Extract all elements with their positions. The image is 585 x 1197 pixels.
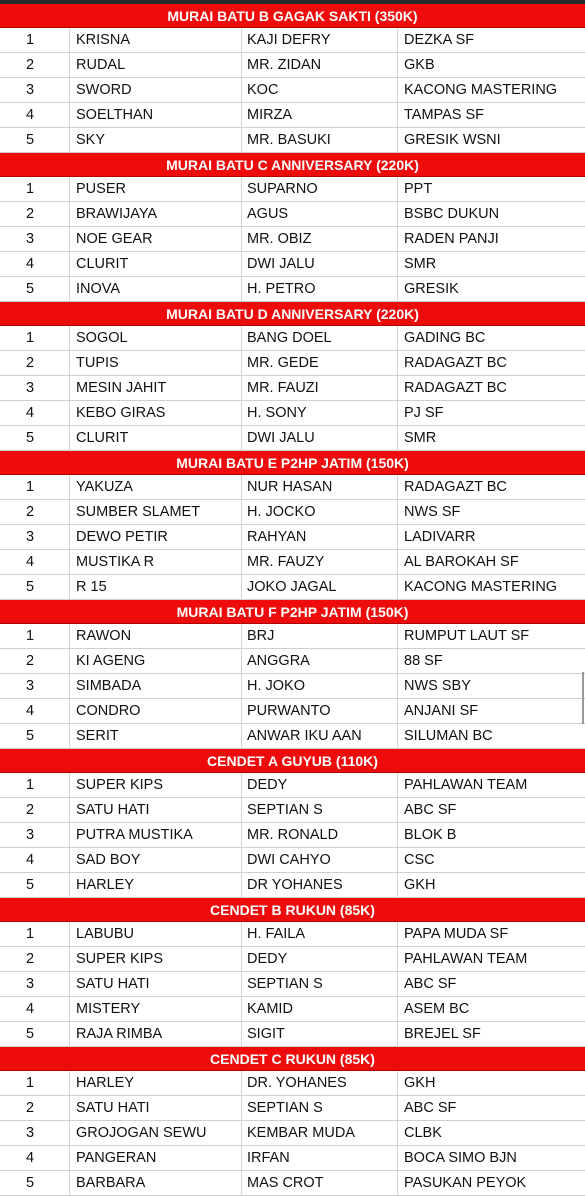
rank-cell[interactable]: 1 <box>0 922 70 946</box>
team-cell[interactable]: GKB <box>404 57 435 73</box>
bird-name-cell[interactable]: MUSTIKA R <box>70 550 242 574</box>
owner-cell[interactable]: SIGIT <box>242 1022 398 1046</box>
owner-cell[interactable]: MR. GEDE <box>242 351 398 375</box>
table-row <box>0 1022 585 1047</box>
table-row <box>0 674 585 699</box>
table-row <box>0 525 585 550</box>
owner-cell[interactable]: PURWANTO <box>242 699 398 723</box>
team-cell[interactable]: TAMPAS SF <box>404 107 485 123</box>
owner-cell[interactable]: KAJI DEFRY <box>242 28 398 52</box>
rank-cell[interactable]: 2 <box>0 202 70 226</box>
rank-cell[interactable]: 4 <box>0 848 70 872</box>
team-cell[interactable]: KACONG MASTERING <box>404 82 558 98</box>
team-cell[interactable]: SMR <box>404 430 437 446</box>
team-cell[interactable]: GKH <box>404 877 436 893</box>
table-row <box>0 699 585 724</box>
bird-name-cell[interactable]: SOELTHAN <box>70 103 242 127</box>
team-cell[interactable]: GRESIK WSNI <box>404 132 501 148</box>
rank-cell[interactable]: 4 <box>0 699 70 723</box>
owner-cell[interactable]: DR. YOHANES <box>242 1071 398 1095</box>
team-cell[interactable]: ANJANI SF <box>404 703 479 719</box>
rank-cell[interactable]: 3 <box>0 376 70 400</box>
rank-cell[interactable]: 3 <box>0 823 70 847</box>
rank-cell[interactable]: 5 <box>0 873 70 897</box>
rank-cell[interactable]: 2 <box>0 649 70 673</box>
table-row <box>0 376 585 401</box>
table-row <box>0 649 585 674</box>
owner-cell[interactable]: DEDY <box>242 947 398 971</box>
rank-cell[interactable]: 2 <box>0 351 70 375</box>
owner-cell[interactable]: MIRZA <box>242 103 398 127</box>
table-row <box>0 401 585 426</box>
team-cell[interactable]: ASEM BC <box>404 1001 470 1017</box>
team-cell[interactable]: NWS SBY <box>404 678 471 694</box>
rank-cell[interactable]: 1 <box>0 28 70 52</box>
owner-cell[interactable]: NUR HASAN <box>242 475 398 499</box>
rank-cell[interactable]: 2 <box>0 53 70 77</box>
team-cell[interactable]: BLOK B <box>404 827 457 843</box>
rank-cell[interactable]: 5 <box>0 426 70 450</box>
team-cell[interactable]: DEZKA SF <box>404 32 475 48</box>
rank-cell[interactable]: 1 <box>0 1071 70 1095</box>
team-cell[interactable]: RADEN PANJI <box>404 231 499 247</box>
table-row <box>0 351 585 376</box>
team-cell[interactable]: NWS SF <box>404 504 461 520</box>
bird-name-cell[interactable]: HARLEY <box>70 873 242 897</box>
bird-name-cell[interactable]: SUPER KIPS <box>70 773 242 797</box>
rank-cell[interactable]: 4 <box>0 1146 70 1170</box>
team-cell[interactable]: RUMPUT LAUT SF <box>404 628 530 644</box>
rank-cell[interactable]: 5 <box>0 128 70 152</box>
rank-cell[interactable]: 3 <box>0 227 70 251</box>
bird-name-cell[interactable]: CONDRO <box>70 699 242 723</box>
owner-cell[interactable]: MR. ZIDAN <box>242 53 398 77</box>
owner-cell[interactable]: MR. OBIZ <box>242 227 398 251</box>
team-cell[interactable]: SMR <box>404 256 437 272</box>
rank-cell[interactable]: 4 <box>0 401 70 425</box>
table-row <box>0 575 585 600</box>
team-cell[interactable]: RADAGAZT BC <box>404 355 507 371</box>
table-row <box>0 724 585 749</box>
team-cell[interactable]: CSC <box>404 852 435 868</box>
table-row <box>0 252 585 277</box>
team-cell[interactable]: GRESIK <box>404 281 459 297</box>
bird-name-cell[interactable]: BARBARA <box>70 1171 242 1195</box>
class-header: CENDET C RUKUN (85K) <box>0 1047 585 1071</box>
rank-cell[interactable]: 5 <box>0 575 70 599</box>
bird-name-cell[interactable]: SUPER KIPS <box>70 947 242 971</box>
rank-cell[interactable]: 1 <box>0 624 70 648</box>
bird-name-cell[interactable]: RAJA RIMBA <box>70 1022 242 1046</box>
owner-cell[interactable]: H. FAILA <box>242 922 398 946</box>
owner-cell[interactable]: MR. RONALD <box>242 823 398 847</box>
owner-cell[interactable]: KOC <box>242 78 398 102</box>
team-cell[interactable]: PJ SF <box>404 405 444 421</box>
table-row <box>0 1121 585 1146</box>
class-header: MURAI BATU B GAGAK SAKTI (350K) <box>0 4 585 28</box>
owner-cell[interactable]: SEPTIAN S <box>242 972 398 996</box>
results-sheet <box>0 4 585 1196</box>
team-cell[interactable]: RADAGAZT BC <box>404 380 507 396</box>
owner-cell[interactable]: JOKO JAGAL <box>242 575 398 599</box>
bird-name-cell[interactable]: PUSER <box>70 177 242 201</box>
owner-cell[interactable]: DWI JALU <box>242 426 398 450</box>
bird-name-cell[interactable]: SATU HATI <box>70 798 242 822</box>
bird-name-cell[interactable]: TUPIS <box>70 351 242 375</box>
bird-name-cell[interactable]: SUMBER SLAMET <box>70 500 242 524</box>
table-row <box>0 922 585 947</box>
table-row <box>0 475 585 500</box>
team-cell[interactable]: PAPA MUDA SF <box>404 926 509 942</box>
team-cell[interactable]: ABC SF <box>404 802 457 818</box>
bird-name-cell[interactable]: SERIT <box>70 724 242 748</box>
bird-name-cell[interactable]: PANGERAN <box>70 1146 242 1170</box>
rank-cell[interactable]: 5 <box>0 724 70 748</box>
team-cell[interactable]: AL BAROKAH SF <box>404 554 519 570</box>
bird-name-cell[interactable]: NOE GEAR <box>70 227 242 251</box>
owner-cell[interactable]: ANGGRA <box>242 649 398 673</box>
table-row <box>0 326 585 351</box>
rank-cell[interactable]: 3 <box>0 1121 70 1145</box>
bird-name-cell[interactable]: INOVA <box>70 277 242 301</box>
rank-cell[interactable]: 2 <box>0 1096 70 1120</box>
team-cell[interactable]: PAHLAWAN TEAM <box>404 951 528 967</box>
table-row <box>0 773 585 798</box>
bird-name-cell[interactable]: YAKUZA <box>70 475 242 499</box>
owner-cell[interactable]: H. JOCKO <box>242 500 398 524</box>
bird-name-cell[interactable]: PUTRA MUSTIKA <box>70 823 242 847</box>
class-header: CENDET B RUKUN (85K) <box>0 898 585 922</box>
class-header: CENDET A GUYUB (110K) <box>0 749 585 773</box>
table-row <box>0 177 585 202</box>
table-row <box>0 78 585 103</box>
class-header: MURAI BATU D ANNIVERSARY (220K) <box>0 302 585 326</box>
bird-name-cell[interactable]: BRAWIJAYA <box>70 202 242 226</box>
table-row <box>0 997 585 1022</box>
team-cell[interactable]: RADAGAZT BC <box>404 479 507 495</box>
bird-name-cell[interactable]: MESIN JAHIT <box>70 376 242 400</box>
owner-cell[interactable]: DWI CAHYO <box>242 848 398 872</box>
table-row <box>0 1096 585 1121</box>
owner-cell[interactable]: SEPTIAN S <box>242 1096 398 1120</box>
scrollbar-thumb[interactable] <box>582 672 584 724</box>
team-cell[interactable]: LADIVARR <box>404 529 476 545</box>
class-header: MURAI BATU C ANNIVERSARY (220K) <box>0 153 585 177</box>
bird-name-cell[interactable]: SWORD <box>70 78 242 102</box>
rank-cell[interactable]: 2 <box>0 947 70 971</box>
team-cell[interactable]: BSBC DUKUN <box>404 206 500 222</box>
table-row <box>0 53 585 78</box>
table-row <box>0 798 585 823</box>
bird-name-cell[interactable]: SAD BOY <box>70 848 242 872</box>
table-row <box>0 947 585 972</box>
table-row <box>0 103 585 128</box>
table-row <box>0 227 585 252</box>
bird-name-cell[interactable]: R 15 <box>70 575 242 599</box>
owner-cell[interactable]: DEDY <box>242 773 398 797</box>
table-row <box>0 1071 585 1096</box>
owner-cell[interactable]: AGUS <box>242 202 398 226</box>
owner-cell[interactable]: H. JOKO <box>242 674 398 698</box>
rank-cell[interactable]: 2 <box>0 798 70 822</box>
bird-name-cell[interactable]: DEWO PETIR <box>70 525 242 549</box>
team-cell[interactable]: KACONG MASTERING <box>404 579 558 595</box>
team-cell[interactable]: BOCA SIMO BJN <box>404 1150 517 1166</box>
bird-name-cell[interactable]: KEBO GIRAS <box>70 401 242 425</box>
table-row <box>0 550 585 575</box>
bird-name-cell[interactable]: MISTERY <box>70 997 242 1021</box>
bird-name-cell[interactable]: SATU HATI <box>70 1096 242 1120</box>
bird-name-cell[interactable]: SKY <box>70 128 242 152</box>
table-row <box>0 972 585 997</box>
rank-cell[interactable]: 1 <box>0 177 70 201</box>
owner-cell[interactable]: ANWAR IKU AAN <box>242 724 398 748</box>
bird-name-cell[interactable]: HARLEY <box>70 1071 242 1095</box>
bird-name-cell[interactable]: CLURIT <box>70 252 242 276</box>
class-header: MURAI BATU F P2HP JATIM (150K) <box>0 600 585 624</box>
team-cell[interactable]: PPT <box>404 181 433 197</box>
rank-cell[interactable]: 3 <box>0 972 70 996</box>
team-cell[interactable]: SILUMAN BC <box>404 728 493 744</box>
rank-cell[interactable]: 5 <box>0 277 70 301</box>
bird-name-cell[interactable]: LABUBU <box>70 922 242 946</box>
table-row <box>0 202 585 227</box>
owner-cell[interactable]: KEMBAR MUDA <box>242 1121 398 1145</box>
owner-cell[interactable]: SUPARNO <box>242 177 398 201</box>
owner-cell[interactable]: MAS CROT <box>242 1171 398 1195</box>
team-cell[interactable]: PASUKAN PEYOK <box>404 1175 527 1191</box>
bird-name-cell[interactable]: SATU HATI <box>70 972 242 996</box>
rank-cell[interactable]: 3 <box>0 525 70 549</box>
table-row <box>0 277 585 302</box>
table-row <box>0 426 585 451</box>
owner-cell[interactable]: IRFAN <box>242 1146 398 1170</box>
team-cell[interactable]: BREJEL SF <box>404 1026 481 1042</box>
rank-cell[interactable]: 5 <box>0 1022 70 1046</box>
table-row <box>0 848 585 873</box>
rank-cell[interactable]: 4 <box>0 997 70 1021</box>
class-header: MURAI BATU E P2HP JATIM (150K) <box>0 451 585 475</box>
team-cell[interactable]: ABC SF <box>404 1100 457 1116</box>
bird-name-cell[interactable]: SIMBADA <box>70 674 242 698</box>
owner-cell[interactable]: DWI JALU <box>242 252 398 276</box>
bird-name-cell[interactable]: RUDAL <box>70 53 242 77</box>
team-cell[interactable]: CLBK <box>404 1125 442 1141</box>
bird-name-cell[interactable]: KRISNA <box>70 28 242 52</box>
owner-cell[interactable]: KAMID <box>242 997 398 1021</box>
bird-name-cell[interactable]: GROJOGAN SEWU <box>70 1121 242 1145</box>
bird-name-cell[interactable]: RAWON <box>70 624 242 648</box>
bird-name-cell[interactable]: KI AGENG <box>70 649 242 673</box>
rank-cell[interactable]: 4 <box>0 103 70 127</box>
table-row <box>0 624 585 649</box>
table-row <box>0 500 585 525</box>
rank-cell[interactable]: 5 <box>0 1171 70 1195</box>
owner-cell[interactable]: H. SONY <box>242 401 398 425</box>
team-cell[interactable]: ABC SF <box>404 976 457 992</box>
bird-name-cell[interactable]: CLURIT <box>70 426 242 450</box>
rank-cell[interactable]: 2 <box>0 500 70 524</box>
table-row <box>0 28 585 53</box>
bird-name-cell[interactable]: SOGOL <box>70 326 242 350</box>
owner-cell[interactable]: MR. FAUZI <box>242 376 398 400</box>
table-row <box>0 823 585 848</box>
team-cell[interactable]: 88 SF <box>404 653 443 669</box>
rank-cell[interactable]: 3 <box>0 78 70 102</box>
table-row <box>0 128 585 153</box>
owner-cell[interactable]: SEPTIAN S <box>242 798 398 822</box>
rank-cell[interactable]: 3 <box>0 674 70 698</box>
rank-cell[interactable]: 4 <box>0 252 70 276</box>
rank-cell[interactable]: 1 <box>0 475 70 499</box>
owner-cell[interactable]: BRJ <box>242 624 398 648</box>
owner-cell[interactable]: MR. FAUZY <box>242 550 398 574</box>
table-row <box>0 873 585 898</box>
owner-cell[interactable]: RAHYAN <box>242 525 398 549</box>
team-cell[interactable]: GADING BC <box>404 330 486 346</box>
owner-cell[interactable]: MR. BASUKI <box>242 128 398 152</box>
rank-cell[interactable]: 1 <box>0 773 70 797</box>
team-cell[interactable]: GKH <box>404 1075 436 1091</box>
team-cell[interactable]: PAHLAWAN TEAM <box>404 777 528 793</box>
rank-cell[interactable]: 1 <box>0 326 70 350</box>
table-row <box>0 1171 585 1196</box>
rank-cell[interactable]: 4 <box>0 550 70 574</box>
table-row <box>0 1146 585 1171</box>
owner-cell[interactable]: H. PETRO <box>242 277 398 301</box>
owner-cell[interactable]: BANG DOEL <box>242 326 398 350</box>
owner-cell[interactable]: DR YOHANES <box>242 873 398 897</box>
